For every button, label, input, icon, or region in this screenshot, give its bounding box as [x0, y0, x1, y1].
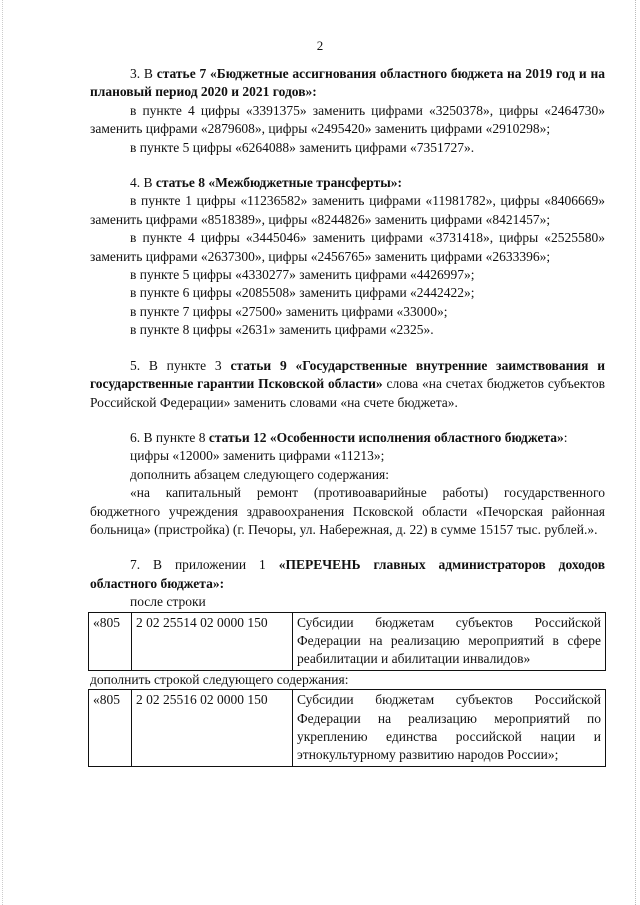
section-5-article-ref: статьи 9 «Государственные внутренние заимствования и государственные гарантии Псковской области» — [90, 357, 605, 392]
section-4-article-ref: статье 8 «Межбюджетные трансферты» — [155, 175, 398, 191]
admin-code-cell: «805 — [89, 690, 132, 767]
section-7-heading: 7. В приложении 1 «ПЕРЕЧЕНЬ главных администраторов доходов областного бюджета»: — [90, 557, 605, 591]
section-4-item: в пункте 7 цифры «27500» заменить цифрами «33000»; — [130, 303, 448, 319]
table-row — [89, 612, 606, 670]
section-6-heading: 6. В пункте 8 статьи 12 «Особенности исполнения областного бюджета»: — [130, 429, 568, 445]
revenue-name-cell: Субсидии бюджетам субъектов Российской Федерации на реализацию мероприятий по укреплению единства российской нации и этнокультурному развитию народов России»; — [293, 690, 606, 767]
section-6-item: «на капитальный ремонт (противоаварийные работы) государственного бюджетного учреждения здравоохранения Псковской области «Печорская районная больница» (пристройка) (г. Печоры, ул. Набережная, д. 22) в сумме 15157 тыс. рублей.». — [90, 485, 605, 537]
scan-right-edge — [634, 0, 636, 905]
section-6-item: дополнить абзацем следующего содержания: — [130, 466, 390, 482]
section-3-item: в пункте 5 цифры «6264088» заменить цифрами «7351727». — [130, 139, 475, 155]
table-row — [89, 690, 606, 767]
admin-code-cell: «805 — [89, 612, 132, 670]
section-3-article-ref: статье 7 «Бюджетные ассигнования областного бюджета на 2019 год и на плановый период 2020 и 2021 годов» — [90, 66, 605, 100]
section-3-item: в пункте 4 цифры «3391375» заменить цифрами «3250378», цифры «2464730» заменить цифрами «2879608», цифры «2495420» заменить цифрами «2910298»; — [90, 102, 605, 137]
section-4-item: в пункте 1 цифры «11236582» заменить цифрами «11981782», цифры «8406669» заменить цифрами «8518389», цифры «8244826» заменить цифрами «8421457»; — [90, 193, 605, 227]
page-number: 2 — [316, 38, 324, 53]
section-5-paragraph: 5. В пункте 3 статьи 9 «Государственные внутренние заимствования и государственные гарантии Псковской области» слова «на счетах бюджетов субъектов Российской Федерации» заменить словами «на счете бюджета». — [90, 357, 606, 410]
budget-code-cell: 2 02 25516 02 0000 150 — [132, 690, 293, 767]
section-4-item: в пункте 4 цифры «3445046» заменить цифрами «3731418», цифры «2525580» заменить цифрами «2637300», цифры «2456765» заменить цифрами «2633396»; — [90, 230, 605, 264]
section-7-annex-ref: «ПЕРЕЧЕНЬ главных администраторов доходов областного бюджета» — [90, 557, 605, 591]
revenue-name-cell: Субсидии бюджетам субъектов Российской Федерации на реализацию мероприятий в сфере реабилитации и абилитации инвалидов» — [293, 612, 606, 670]
section-4-item: в пункте 8 цифры «2631» заменить цифрами «2325». — [130, 322, 434, 338]
add-row-caption: дополнить строкой следующего содержания: — [90, 671, 349, 687]
section-4-item: в пункте 5 цифры «4330277» заменить цифрами «4426997»; — [130, 267, 475, 283]
section-6-item: цифры «12000» заменить цифрами «11213»; — [130, 448, 385, 464]
after-row-caption: после строки — [130, 594, 206, 610]
section-4-item: в пункте 6 цифры «2085508» заменить цифрами «2442422»; — [130, 285, 475, 301]
scan-left-edge — [2, 0, 4, 905]
section-4-heading: 4. В статье 8 «Межбюджетные трансферты»: — [130, 175, 403, 191]
section-3-heading: 3. В статье 7 «Бюджетные ассигнования областного бюджета на 2019 год и на плановый период 2020 и 2021 годов»: — [90, 66, 605, 100]
revenue-admin-table-existing — [88, 612, 606, 671]
revenue-admin-table-new — [88, 689, 606, 767]
section-6-article-ref: статьи 12 «Особенности исполнения областного бюджета» — [208, 429, 564, 445]
document-body — [90, 65, 605, 767]
budget-code-cell: 2 02 25514 02 0000 150 — [132, 612, 293, 670]
